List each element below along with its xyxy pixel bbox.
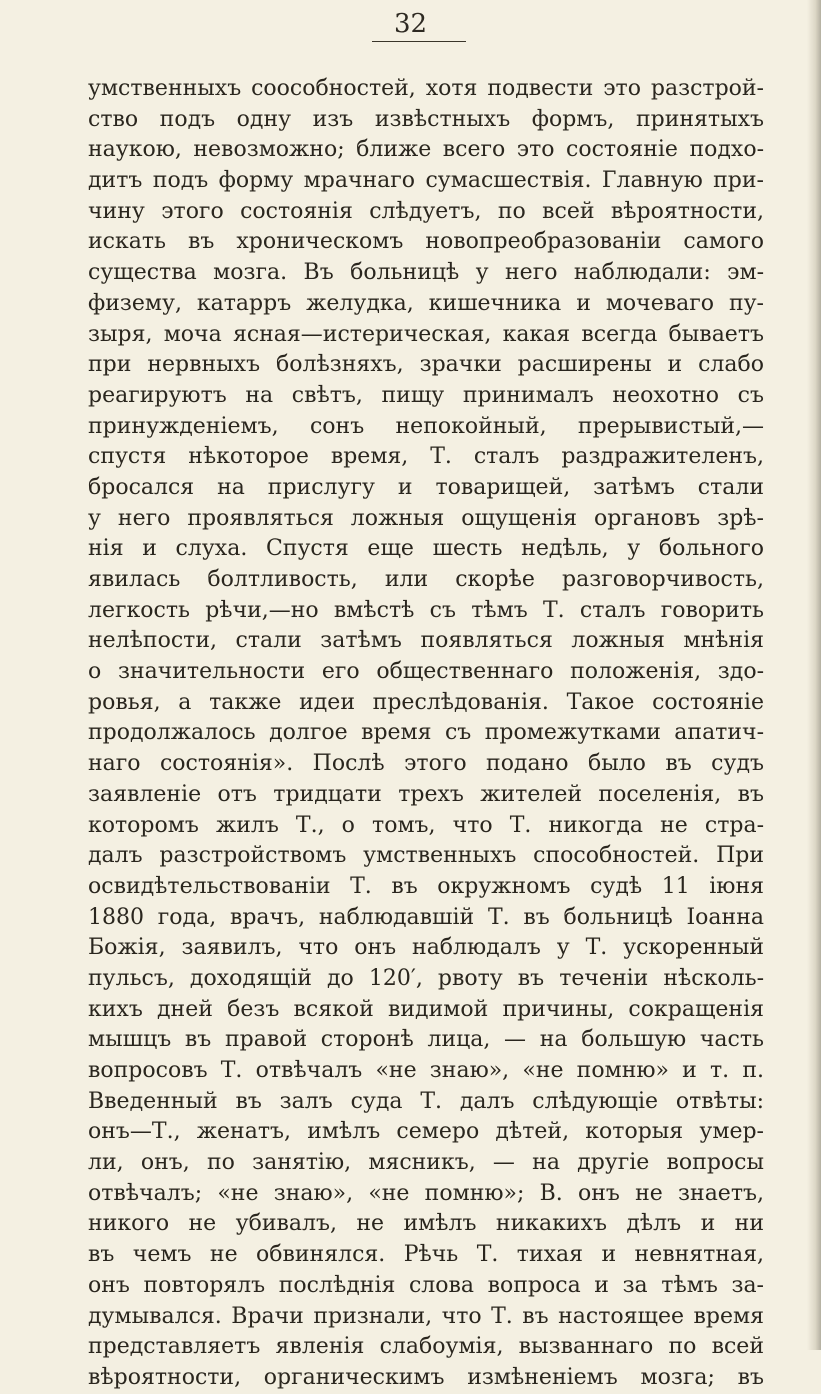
text-line: освидѣтельствованіи Т. въ окружномъ судѣ 11 іюня (88, 873, 764, 899)
text-line: вопросовъ Т. отвѣчалъ «не знаю», «не помню» и т. п. (88, 1058, 764, 1083)
page-edge-shadow (807, 0, 821, 1350)
text-line: принужденіемъ, сонъ непокойный, прерывистый,— (88, 413, 764, 439)
text-line: физему, катарръ желудка, кишечника и мочеваго пу- (88, 290, 764, 316)
text-line: реагируютъ на свѣтъ, пищу принималъ неохотно съ (88, 382, 764, 408)
text-line: Введенный въ залъ суда Т. далъ слѣдующіе отвѣты: (88, 1088, 764, 1114)
text-line: легкость рѣчи,—но вмѣстѣ съ тѣмъ Т. сталъ говорить (88, 597, 764, 623)
text-line: нелѣпости, стали затѣмъ появляться ложныя мнѣнія (88, 628, 764, 654)
text-line: явилась болтливость, или скорѣе разговорчивость, (88, 567, 764, 592)
text-line: которомъ жилъ Т., о томъ, что Т. никогда не стра- (88, 812, 764, 838)
text-line: чину этого состоянія слѣдуетъ, по всей вѣроятности, (88, 198, 764, 224)
text-line: ровья, а также идеи преслѣдованія. Такое состояніе (88, 689, 764, 715)
text-line: мышцъ въ правой сторонѣ лица, — на большую часть (88, 1027, 764, 1053)
text-line: 1880 года, врачъ, наблюдавшій Т. въ больницѣ Іоанна (88, 904, 764, 930)
text-line: Божія, заявилъ, что онъ наблюдалъ у Т. ускоренный (88, 935, 764, 961)
text-line: дитъ подъ форму мрачнаго сумасшествія. Главную при- (88, 168, 764, 194)
text-line: далъ разстройствомъ умственныхъ способностей. При (88, 843, 764, 869)
text-line: думывался. Врачи признали, что Т. въ настоящее время (88, 1303, 764, 1329)
text-line: бросался на прислугу и товарищей, затѣмъ стали (88, 474, 764, 500)
text-line: кихъ дней безъ всякой видимой причины, сокращенія (88, 996, 764, 1022)
text-line: наго состоянія». Послѣ этого подано было въ судъ (88, 751, 764, 777)
text-line: онъ—Т., женатъ, имѣлъ семеро дѣтей, которыя умер- (88, 1119, 764, 1145)
text-line: продолжалось долгое время съ промежутками апатич- (88, 720, 764, 746)
text-line: ство подъ одну изъ извѣстныхъ формъ, принятыхъ (88, 106, 764, 132)
text-line: онъ повторялъ послѣднія слова вопроса и за тѣмъ за- (88, 1272, 764, 1298)
text-line: умственныхъ сооcобностей, хотя подвести это разстрой- (88, 76, 764, 101)
body-text (88, 74, 764, 1394)
text-line: спустя нѣкоторое время, Т. сталъ раздражителенъ, (88, 444, 764, 470)
page-number: 32 (393, 9, 428, 39)
text-line: въ чемъ не обвинялся. Рѣчь Т. тихая и невнятная, (88, 1242, 764, 1268)
text-line: искать въ хроническомъ новопреобразованіи самого (88, 229, 764, 255)
text-line: наукою, невозможно; ближе всего это состояніе подхо- (88, 137, 764, 163)
text-line: представляетъ явленія слабоумія, вызваннаго по всей (88, 1334, 764, 1360)
text-line: при нервныхъ болѣзняхъ, зрачки расширены и слабо (88, 352, 764, 378)
text-line: вѣроятности, органическимъ измѣненіемъ мозга; въ (88, 1364, 764, 1390)
text-line: у него проявляться ложныя ощущенія органовъ зрѣ- (88, 505, 764, 531)
text-line: пульсъ, доходящій до 120′, рвоту въ теченіи нѣсколь- (88, 965, 764, 991)
text-line: нія и слуха. Спустя еще шесть недѣль, у больного (88, 536, 764, 562)
text-line: существа мозга. Въ больницѣ у него наблюдали: эм- (88, 260, 764, 286)
text-line: заявленіе отъ тридцати трехъ жителей поселенія, въ (88, 781, 764, 807)
text-line: зыря, моча ясная—истерическая, какая всегда бываетъ (88, 321, 764, 347)
page-number-rule (372, 41, 466, 42)
text-line: никого не убивалъ, не имѣлъ никакихъ дѣлъ и ни (88, 1211, 764, 1237)
text-line: отвѣчалъ; «не знаю», «не помню»; В. онъ не знаетъ, (88, 1180, 764, 1206)
text-line: ли, онъ, по занятію, мясникъ, — на другіе вопросы (88, 1150, 764, 1176)
text-line: о значительности его общественнаго положенія, здо- (88, 659, 764, 685)
